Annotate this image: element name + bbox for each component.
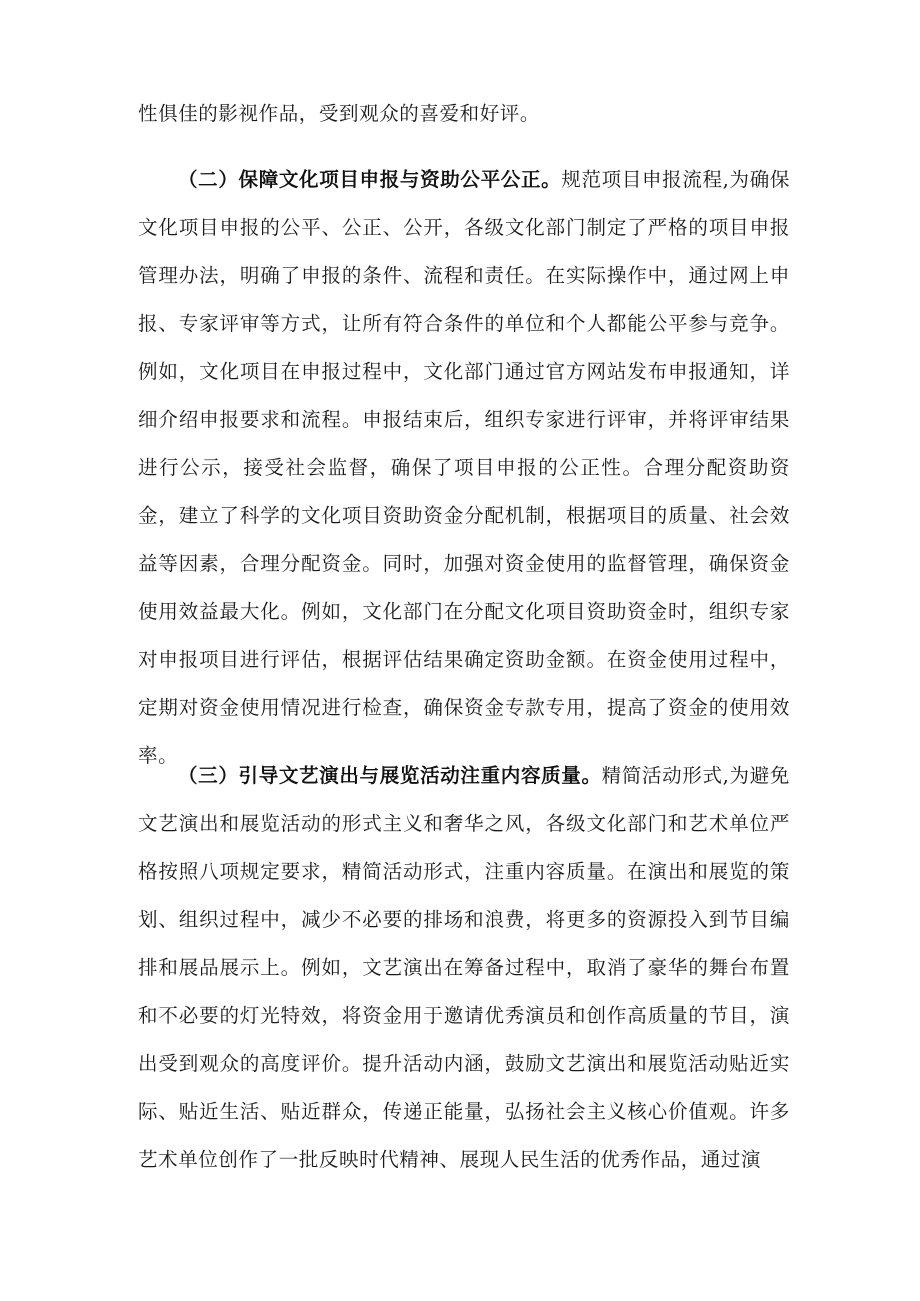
paragraph-section-3 [138, 752, 790, 1184]
paragraph-continuation [138, 90, 790, 138]
paragraph-text: 精简活动形式,为避免文艺演出和展览活动的形式主义和奢华之风，各级文化部门和艺术单位严格按照八项规定要求，精简活动形式，注重内容质量。在演出和展览的策划、组织过程中，减少不必要的排场和浪费，将更多的资源投入到节目编排和展品展示上。例如，文艺演出在筹备过程中，取消了豪华的舞台布置和不必要的灯光特效，将资金用于邀请优秀演员和创作高质量的节目，演出受到观众的高度评价。提升活动内涵，鼓励文艺演出和展览活动贴近实际、贴近生活、贴近群众，传递正能量，弘扬社会主义核心价值观。许多艺术单位创作了一批反映时代精神、展现人民生活的优秀作品，通过演 [138, 764, 790, 1171]
paragraph-text: 规范项目申报流程,为确保文化项目申报的公平、公正、公开，各级文化部门制定了严格的项目申报管理办法，明确了申报的条件、流程和责任。在实际操作中，通过网上申报、专家评审等方式，让所有符合条件的单位和个人都能公平参与竞争。例如，文化项目在申报过程中，文化部门通过官方网站发布申报通知，详细介绍申报要求和流程。申报结束后，组织专家进行评审，并将评审结果进行公示，接受社会监督，确保了项目申报的公正性。合理分配资助资金，建立了科学的文化项目资助资金分配机制，根据项目的质量、社会效益等因素，合理分配资金。同时，加强对资金使用的监督管理，确保资金使用效益最大化。例如，文化部门在分配文化项目资助资金时，组织专家对申报项目进行评估，根据评估结果确定资助金额。在资金使用过程中，定期对资金使用情况进行检查，确保资金专款专用，提高了资金的使用效率。 [138, 168, 790, 767]
section-heading: （三）引导文艺演出与展览活动注重内容质量。 [178, 764, 602, 787]
paragraph-section-2 [138, 156, 790, 780]
section-heading: （二）保障文化项目申报与资助公平公正。 [178, 168, 562, 191]
paragraph-text: 性俱佳的影视作品，受到观众的喜爱和好评。 [138, 102, 541, 125]
